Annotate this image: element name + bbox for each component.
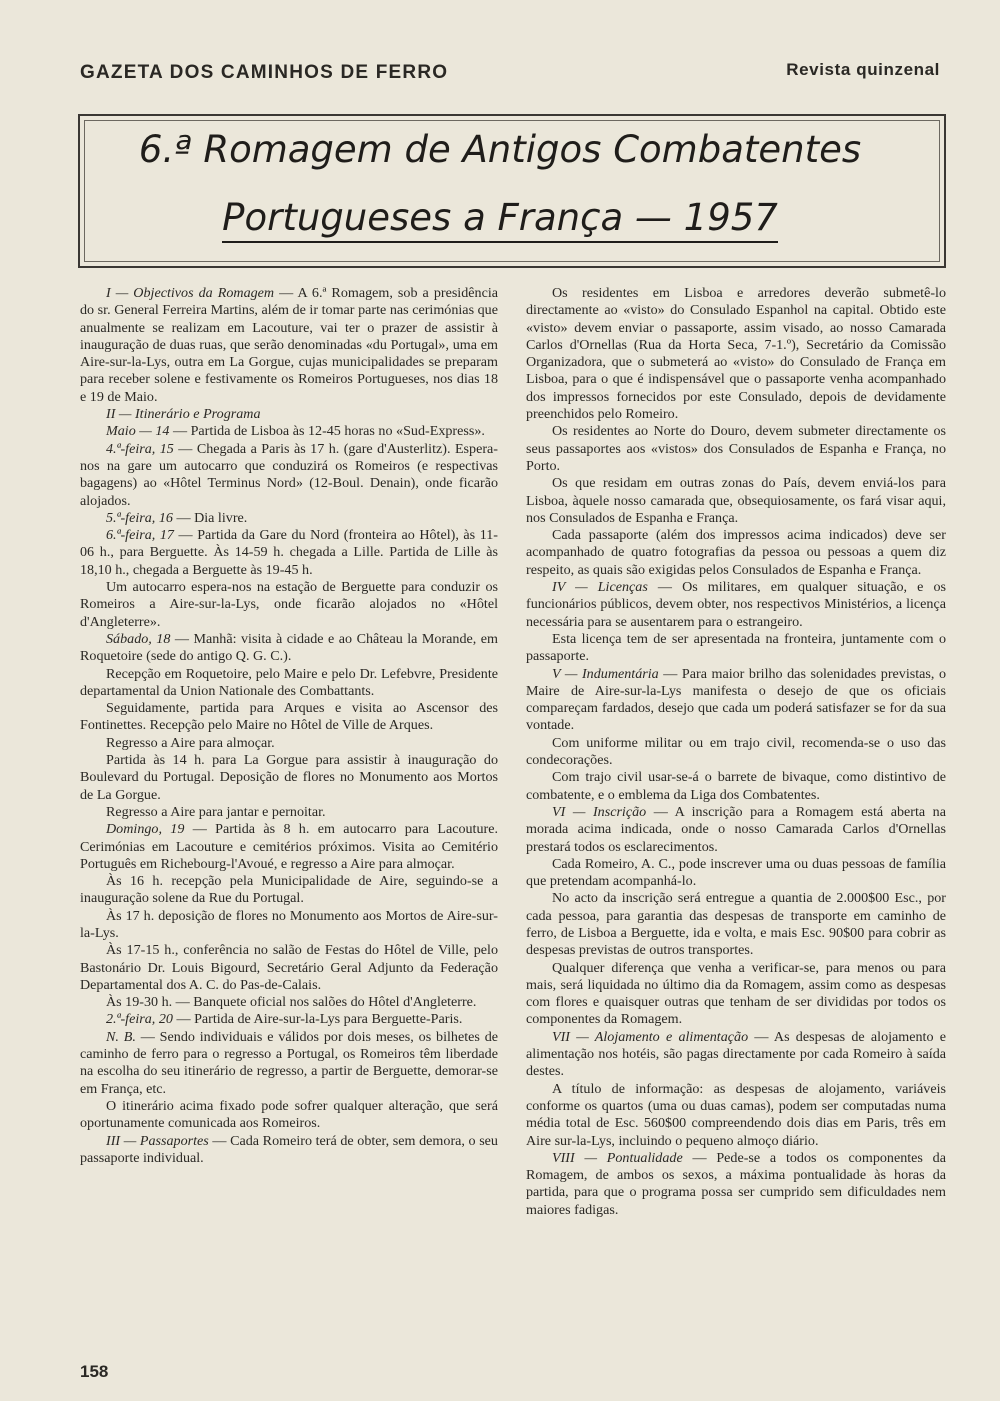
paragraph-text: Recepção em Roquetoire, pelo Maire e pelo Dr. Lefebvre, Presidente departamental da Union Nationale des Combattants. (80, 665, 498, 699)
paragraph (80, 510, 498, 527)
paragraph (526, 890, 946, 959)
paragraph-heading: N. B. (106, 1028, 136, 1045)
paragraph-heading: Maio — 14 (106, 423, 170, 440)
paragraph (526, 666, 946, 735)
right-text-column (526, 285, 946, 1219)
paragraph-text: — Os militares, em qualquer situação, e os funcionários públicos, devem obter, nos respectivos Ministérios, a licença necessária para se ausentarem para o estrangeiro. (526, 579, 946, 630)
paragraph (80, 579, 498, 631)
paragraph-text: — Para maior brilho das solenidades previstas, o Maire de Aire-sur-la-Lys manifesta o desejo de que os oficiais compareçam fardados, desejo que cada um poderá satisfazer se for da sua vontade. (526, 665, 946, 734)
paragraph (80, 1011, 498, 1028)
paragraph-text: — Chegada a Paris às 17 h. (gare d'Austerlitz). Espera-nos na gare um autocarro que conduzirá os Romeiros (e respectivas bagagens) ao «Hôtel Terminus Nord» (12-Boul. Denain), onde ficarão alojados. (80, 440, 498, 509)
paragraph (526, 631, 946, 666)
paragraph-text: Cada passaporte (além dos impressos acima indicados) deve ser acompanhado de quatro fotografias da pessoa ou pessoas a quem diz respeito, as quais são exigidas pelos Consulados de Espanha e França. (526, 527, 946, 578)
paragraph-text: Um autocarro espera-nos na estação de Berguette para conduzir os Romeiros a Aire-sur-la-Lys, onde ficarão alojados no «Hôtel d'Angleterre». (80, 579, 498, 630)
paragraph (80, 752, 498, 804)
article-title-line-1: 6.ª Romagem de Antigos Combatentes (138, 128, 862, 171)
paragraph (80, 821, 498, 873)
paragraph-heading: 5.ª-feira, 16 (106, 509, 173, 526)
paragraph-text: Esta licença tem de ser apresentada na fronteira, juntamente com o passaporte. (526, 630, 946, 665)
paragraph-text: — A 6.ª Romagem, sob a presidência do sr. General Ferreira Martins, além de ir tomar parte nas cerimónias que anualmente se realizam em Lacouture, vai ter o prazer de assistir à inauguração de duas ruas, que serão denominadas «du Portugal», uma em Aire-sur-la-Lys, outra em La Gorgue, cujas municipalidades se preparam para receber solene e festivamente os Romeiros Portugueses, nos dias 18 e 19 de Maio. (80, 285, 498, 405)
paragraph-text: O itinerário acima fixado pode sofrer qualquer alteração, que será oportunamente comunicada aos Romeiros. (80, 1097, 498, 1132)
paragraph-text: Qualquer diferença que venha a verificar-se, para menos ou para mais, será liquidada no último dia da Romagem, assim como as despesas com flores e quaisquer outras que tenham de ser divididas por todos os componentes da Romagem. (526, 959, 946, 1028)
paragraph (80, 1029, 498, 1098)
paragraph-heading: II — Itinerário e Programa (106, 406, 261, 423)
paragraph (80, 527, 498, 579)
paragraph-text: — Sendo individuais e válidos por dois meses, os bilhetes de caminho de ferro para o regresso a Portugal, os Romeiros têm liberdade na escolha do seu itinerário de regresso, a partir de Berguette, demorar-se em França, etc. (80, 1028, 498, 1097)
paragraph-text: — As despesas de alojamento e alimentação nos hotéis, são pagas directamente por cada Romeiro à saída destes. (526, 1028, 946, 1080)
paragraph-text: Às 16 h. recepção pela Municipalidade de Aire, seguindo-se a inauguração solene da Rue du Portugal. (80, 873, 498, 907)
paragraph-text: — Cada Romeiro terá de obter, sem demora, o seu passaporte individual. (80, 1132, 498, 1166)
paragraph (526, 1081, 946, 1150)
paragraph-text: Os residentes ao Norte do Douro, devem submeter directamente os seus passaportes aos «vistos» dos Consulados de Espanha e França, no Porto. (526, 423, 946, 474)
paragraph (80, 406, 498, 423)
paragraph-heading: 2.ª-feira, 20 (106, 1011, 173, 1028)
paragraph-heading: IV — Licenças (552, 579, 648, 596)
paragraph-text: — A inscrição para a Romagem está aberta na morada acima indicada, onde o nosso Camarada Carlos d'Ornellas prestará todos os esclarecimentos. (526, 803, 946, 855)
paragraph-text: — Partida da Gare du Nord (fronteira ao Hôtel), às 11-06 h., para Berguette. Às 14-59 h. chegada a Lille. Partida de Lille às 18,10 h., chegada a Berguette às 19-45 h. (80, 527, 499, 578)
paragraph-heading: VIII — Pontualidade (552, 1149, 683, 1166)
paragraph-heading: Sábado, 18 (106, 630, 171, 647)
paragraph (80, 1098, 498, 1133)
paragraph (80, 994, 498, 1011)
paragraph-heading: 6.ª-feira, 17 (106, 527, 174, 544)
paragraph (526, 735, 946, 770)
paragraph-text: Às 17 h. deposição de flores no Monumento aos Mortos de Aire-sur-la-Lys. (80, 907, 498, 941)
paragraph-text: Regresso a Aire para jantar e pernoitar. (106, 803, 326, 820)
paragraph (526, 856, 946, 891)
paragraph-heading: V — Indumentária (552, 665, 659, 682)
paragraph (526, 423, 946, 475)
paragraph (80, 908, 498, 943)
paragraph (80, 1133, 498, 1168)
page-number: 158 (80, 1362, 109, 1381)
paragraph-text: Os que residam em outras zonas do País, devem enviá-los para Lisboa, àquele nosso camarada que, obsequiosamente, os fará visar aqui, nos Consulados de Espanha e França. (526, 475, 946, 526)
paragraph-text: Às 17-15 h., conferência no salão de Festas do Hôtel de Ville, pelo Bastonário Dr. Louis Bigourd, Secretário Geral Adjunto da Federação Departamental dos A. C. do Pas-de-Calais. (80, 942, 498, 993)
paragraph-heading: VI — Inscrição (552, 803, 647, 820)
paragraph (80, 285, 498, 406)
paragraph-text: Cada Romeiro, A. C., pode inscrever uma ou duas pessoas de família que pretendam acompanhá-lo. (526, 855, 946, 890)
paragraph (526, 475, 946, 527)
paragraph (526, 527, 946, 579)
paragraph (80, 441, 498, 510)
paragraph (526, 960, 946, 1029)
paragraph (80, 666, 498, 701)
paragraph-text: Seguidamente, partida para Arques e visita ao Ascensor des Fontinettes. Recepção pelo Maire no Hôtel de Ville de Arques. (80, 700, 498, 734)
paragraph (80, 804, 498, 821)
paragraph (526, 1029, 946, 1081)
paragraph-text: Partida às 14 h. para La Gorgue para assistir à inauguração do Boulevard du Portugal. Deposição de flores no Monumento aos Mortos de La Gorgue. (80, 752, 498, 803)
paragraph-text: — Partida de Aire-sur-la-Lys para Berguette-Paris. (172, 1011, 463, 1028)
paragraph-text: Regresso a Aire para almoçar. (106, 734, 275, 751)
paragraph-heading: Domingo, 19 (106, 821, 185, 838)
publication-frequency: Revista quinzenal (786, 60, 940, 79)
paragraph-heading: III — Passaportes (106, 1132, 209, 1149)
paragraph-text: — Dia livre. (172, 509, 248, 526)
publication-name: GAZETA DOS CAMINHOS DE FERRO (80, 62, 449, 83)
paragraph (526, 579, 946, 631)
paragraph-text: No acto da inscrição será entregue a quantia de 2.000$00 Esc., por cada pessoa, para garantia das despesas de transporte em caminho de ferro, de Lisboa a Berguette, ida e volta, e mais Esc. 90$00 para cobrir as despesas previstas de outros transportes. (526, 890, 946, 959)
paragraph (526, 769, 946, 804)
paragraph (526, 285, 946, 423)
paragraph (80, 631, 498, 666)
paragraph-text: Com uniforme militar ou em trajo civil, recomenda-se o uso das condecorações. (526, 734, 946, 769)
paragraph (80, 942, 498, 994)
paragraph-heading: 4.ª-feira, 15 (106, 440, 174, 457)
paragraph (80, 700, 498, 735)
paragraph-text: — Partida às 8 h. em autocarro para Lacouture. Cerimónias em Lacouture e cemitérios próximos. Visita ao Cemitério Português em Richebourg-l'Avoué, e regresso a Aire para almoçar. (80, 821, 498, 872)
paragraph (80, 873, 498, 908)
paragraph (526, 1150, 946, 1219)
paragraph-heading: I — Objectivos da Romagem (106, 285, 275, 301)
left-text-column (80, 285, 498, 1167)
article-title-line-2: Portugueses a França — 1957 (0, 196, 1000, 239)
paragraph-text: Os residentes em Lisboa e arredores deverão submetê-lo directamente ao «visto» do Consulado Espanhol na capital. Obtido este «visto» devem enviar o passaporte, assim visado, ao nosso Camarada Carlos d'Ornellas (Rua da Horta Seca, 7-1.º), Secretário da Comissão Organizadora, que o submeterá ao «visto» do Consulado de França em Lisboa, para o que é indispensável que o passaporte venha acompanhado dos impressos fornecidos por este Consulado, depois de devidamente preenchidos pelo Romeiro. (526, 285, 946, 423)
paragraph-text: A título de informação: as despesas de alojamento, variáveis conforme os quartos (uma ou duas camas), podem ser computadas numa média total de Esc. 560$00 compreendendo dois dias em Paris, três em Aire sur-la-Lys, incluindo o pequeno almoço diário. (526, 1080, 946, 1149)
paragraph-text: Com trajo civil usar-se-á o barrete de bivaque, como distintivo de combatente, e o emblema da Liga dos Combatentes. (526, 769, 946, 803)
paragraph-text: — Manhã: visita à cidade e ao Château la Morande, em Roquetoire (sede do antigo Q. G. C.). (80, 630, 498, 665)
paragraph-text: — Pede-se a todos os componentes da Romagem, de ambos os sexos, a máxima pontualidade às horas da partida, para que o programa possa ser cumprido sem dificuldades nem maiores fadigas. (526, 1149, 946, 1218)
paragraph (526, 804, 946, 856)
paragraph (80, 423, 498, 440)
paragraph-heading: VII — Alojamento e alimentação (552, 1028, 749, 1045)
paragraph (80, 735, 498, 752)
paragraph-text: Às 19-30 h. — Banquete oficial nos salões do Hôtel d'Angleterre. (106, 994, 477, 1011)
paragraph-text: — Partida de Lisboa às 12-45 horas no «Sud-Express». (169, 423, 485, 440)
